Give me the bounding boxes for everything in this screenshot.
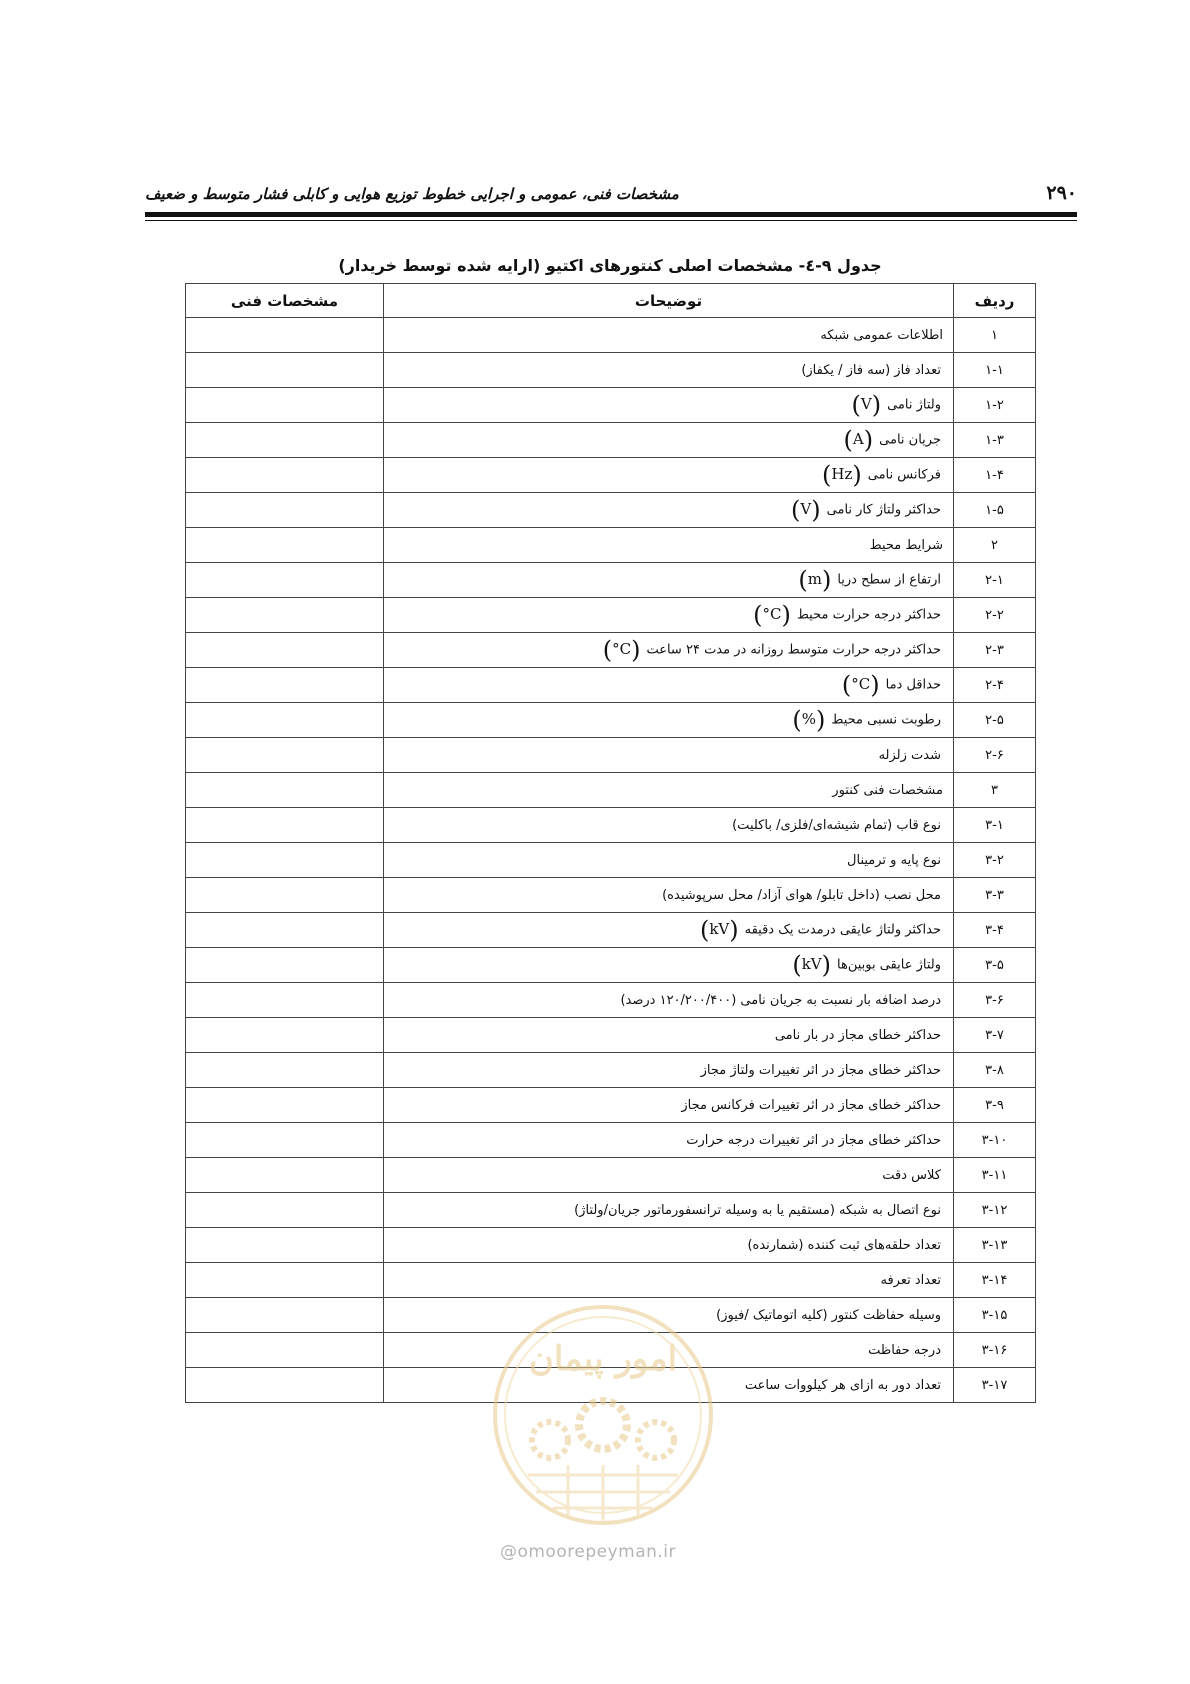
row-description bbox=[384, 1263, 954, 1298]
row-description bbox=[384, 388, 954, 423]
table-row bbox=[186, 633, 1036, 668]
unit-symbol: A bbox=[852, 430, 864, 448]
row-description-text: شدت زلزله bbox=[878, 747, 941, 763]
row-description bbox=[384, 318, 954, 353]
row-description-text: مشخصات فنی کنتور bbox=[832, 782, 943, 798]
row-technical-spec-value[interactable] bbox=[186, 598, 384, 633]
row-number: ۳ bbox=[954, 773, 1036, 808]
row-number: ۱-۳ bbox=[954, 423, 1036, 458]
table-row bbox=[186, 948, 1036, 983]
page-number: ۲۹۰ bbox=[1046, 182, 1077, 204]
row-number: ۳-۳ bbox=[954, 878, 1036, 913]
row-description bbox=[384, 563, 954, 598]
row-number: ۳-۱۲ bbox=[954, 1193, 1036, 1228]
table-row bbox=[186, 458, 1036, 493]
row-description bbox=[384, 738, 954, 773]
unit-label: (°C) bbox=[753, 601, 791, 629]
row-number: ۲-۵ bbox=[954, 703, 1036, 738]
row-number: ۱-۴ bbox=[954, 458, 1036, 493]
row-technical-spec-value[interactable] bbox=[186, 1368, 384, 1403]
unit-symbol: kV bbox=[709, 920, 730, 938]
row-technical-spec-value[interactable] bbox=[186, 318, 384, 353]
row-description-text: حداکثر ولتاژ عایقی درمدت یک دقیقه bbox=[744, 922, 941, 938]
unit-label: (%) bbox=[792, 706, 826, 734]
row-description bbox=[384, 808, 954, 843]
row-number: ۳-۵ bbox=[954, 948, 1036, 983]
watermark-url: @omoorepeyman.ir bbox=[500, 1542, 677, 1562]
table-row bbox=[186, 773, 1036, 808]
running-title: مشخصات فنی، عمومی و اجرایی خطوط توزیع هوایی و کابلی فشار متوسط و ضعیف bbox=[145, 185, 679, 203]
unit-label: (m) bbox=[798, 566, 832, 594]
table-row bbox=[186, 1158, 1036, 1193]
row-description bbox=[384, 1123, 954, 1158]
table-row bbox=[186, 388, 1036, 423]
row-technical-spec-value[interactable] bbox=[186, 1298, 384, 1333]
row-technical-spec-value[interactable] bbox=[186, 528, 384, 563]
table-row bbox=[186, 808, 1036, 843]
row-technical-spec-value[interactable] bbox=[186, 563, 384, 598]
row-number: ۳-۲ bbox=[954, 843, 1036, 878]
row-description bbox=[384, 983, 954, 1018]
row-number: ۳-۱ bbox=[954, 808, 1036, 843]
row-technical-spec-value[interactable] bbox=[186, 1228, 384, 1263]
unit-label: (°C) bbox=[841, 671, 880, 699]
row-description bbox=[384, 913, 954, 948]
row-technical-spec-value[interactable] bbox=[186, 1193, 384, 1228]
row-number: ۲-۲ bbox=[954, 598, 1036, 633]
row-description-text: کلاس دقت bbox=[882, 1167, 941, 1183]
row-description bbox=[384, 948, 954, 983]
row-description bbox=[384, 353, 954, 388]
row-description-text: محل نصب (داخل تابلو/ هوای آزاد/ محل سرپوشیده) bbox=[662, 887, 941, 903]
table-row bbox=[186, 668, 1036, 703]
row-technical-spec-value[interactable] bbox=[186, 1053, 384, 1088]
row-description-text: ولتاژ عایقی بوبین‌ها bbox=[837, 957, 941, 973]
unit-label: (kV) bbox=[792, 951, 831, 979]
row-description-text: نوع قاب (تمام شیشه‌ای/فلزی/ باکلیت) bbox=[732, 817, 941, 833]
row-description bbox=[384, 528, 954, 563]
watermark-logo bbox=[488, 1300, 718, 1530]
unit-symbol: °C bbox=[851, 675, 871, 693]
row-number: ۳-۱۰ bbox=[954, 1123, 1036, 1158]
row-description-text: تعداد حلقه‌های ثبت کننده (شمارنده) bbox=[747, 1237, 941, 1253]
row-number: ۳-۶ bbox=[954, 983, 1036, 1018]
row-description bbox=[384, 493, 954, 528]
row-description bbox=[384, 1088, 954, 1123]
row-description-text: حداکثر خطای مجاز در اثر تغییرات ولتاژ مجاز bbox=[700, 1062, 941, 1078]
row-number: ۳-۷ bbox=[954, 1018, 1036, 1053]
unit-label: (Hz) bbox=[822, 461, 862, 489]
row-description-text: درجه حفاظت bbox=[868, 1342, 941, 1358]
unit-label: (kV) bbox=[699, 916, 739, 944]
row-description-text: ارتفاع از سطح دریا bbox=[837, 572, 941, 588]
row-description bbox=[384, 773, 954, 808]
unit-label: (°C) bbox=[602, 636, 641, 664]
table-row bbox=[186, 1053, 1036, 1088]
row-description-text: شرایط محیط bbox=[869, 537, 943, 553]
table-row bbox=[186, 423, 1036, 458]
table-row bbox=[186, 528, 1036, 563]
row-technical-spec-value[interactable] bbox=[186, 773, 384, 808]
row-number: ۱-۵ bbox=[954, 493, 1036, 528]
table-row bbox=[186, 318, 1036, 353]
row-description-text: ولتاژ نامی bbox=[887, 397, 941, 413]
unit-symbol: m bbox=[807, 570, 822, 588]
table-row bbox=[186, 493, 1036, 528]
row-number: ۱ bbox=[954, 318, 1036, 353]
row-description bbox=[384, 878, 954, 913]
row-description bbox=[384, 668, 954, 703]
table-row bbox=[186, 1263, 1036, 1298]
row-description bbox=[384, 1053, 954, 1088]
row-description bbox=[384, 458, 954, 493]
table-row bbox=[186, 878, 1036, 913]
row-technical-spec-value[interactable] bbox=[186, 1018, 384, 1053]
row-number: ۱-۱ bbox=[954, 353, 1036, 388]
watermark-logo-text: امور پیمان bbox=[528, 1339, 678, 1379]
header-rule-thin bbox=[145, 220, 1077, 221]
row-description-text: تعداد تعرفه bbox=[880, 1272, 941, 1288]
row-description-text: نوع اتصال به شبکه (مستقیم یا به وسیله ترانسفورماتور جریان/ولتاژ) bbox=[574, 1202, 941, 1218]
row-description bbox=[384, 1018, 954, 1053]
unit-label: (V) bbox=[851, 391, 882, 419]
table-row bbox=[186, 598, 1036, 633]
row-technical-spec-value[interactable] bbox=[186, 1123, 384, 1158]
row-technical-spec-value[interactable] bbox=[186, 843, 384, 878]
unit-label: (A) bbox=[843, 426, 874, 454]
row-number: ۳-۱۵ bbox=[954, 1298, 1036, 1333]
table-body bbox=[186, 318, 1036, 1403]
page-header bbox=[145, 182, 1077, 212]
row-description bbox=[384, 1193, 954, 1228]
table-row bbox=[186, 843, 1036, 878]
row-description bbox=[384, 423, 954, 458]
row-number: ۲-۶ bbox=[954, 738, 1036, 773]
table-row bbox=[186, 563, 1036, 598]
row-number: ۳-۱۴ bbox=[954, 1263, 1036, 1298]
row-description-text: اطلاعات عمومی شبکه bbox=[820, 327, 943, 343]
row-number: ۱-۲ bbox=[954, 388, 1036, 423]
row-technical-spec-value[interactable] bbox=[186, 878, 384, 913]
row-number: ۳-۱۳ bbox=[954, 1228, 1036, 1263]
row-description-text: حداکثر خطای مجاز در بار نامی bbox=[774, 1027, 941, 1043]
row-description-text: تعداد فاز (سه فاز / یکفاز) bbox=[801, 362, 941, 378]
header-description: توضیحات bbox=[384, 284, 954, 318]
row-description bbox=[384, 598, 954, 633]
table-row bbox=[186, 1193, 1036, 1228]
row-technical-spec-value[interactable] bbox=[186, 353, 384, 388]
row-description-text: وسیله حفاظت کنتور (کلیه اتوماتیک /فیوز) bbox=[716, 1307, 941, 1323]
row-description bbox=[384, 703, 954, 738]
unit-symbol: % bbox=[801, 710, 817, 728]
row-number: ۲-۴ bbox=[954, 668, 1036, 703]
row-description-text: تعداد دور به ازای هر کیلووات ساعت bbox=[744, 1377, 941, 1393]
row-description bbox=[384, 633, 954, 668]
table-row bbox=[186, 983, 1036, 1018]
row-number: ۳-۹ bbox=[954, 1088, 1036, 1123]
row-technical-spec-value[interactable] bbox=[186, 458, 384, 493]
unit-symbol: V bbox=[860, 395, 872, 413]
row-description-text: حداکثر ولتاژ کار نامی bbox=[826, 502, 941, 518]
unit-symbol: °C bbox=[762, 605, 782, 623]
row-technical-spec-value[interactable] bbox=[186, 983, 384, 1018]
table-row bbox=[186, 738, 1036, 773]
row-technical-spec-value[interactable] bbox=[186, 388, 384, 423]
row-description-text: حداکثر درجه حرارت محیط bbox=[796, 607, 941, 623]
row-number: ۳-۱۱ bbox=[954, 1158, 1036, 1193]
unit-symbol: V bbox=[800, 500, 812, 518]
table-row bbox=[186, 913, 1036, 948]
row-technical-spec-value[interactable] bbox=[186, 1088, 384, 1123]
table-caption: جدول ۹-٤- مشخصات اصلی کنتورهای اکتیو (ارایه شده توسط خریدار) bbox=[338, 256, 882, 275]
row-technical-spec-value[interactable] bbox=[186, 808, 384, 843]
row-description-text: حداکثر خطای مجاز در اثر تغییرات فرکانس مجاز bbox=[681, 1097, 941, 1113]
row-number: ۳-۱۶ bbox=[954, 1333, 1036, 1368]
row-description-text: حداکثر درجه حرارت متوسط روزانه در مدت ۲۴ ساعت bbox=[646, 642, 941, 658]
table-row bbox=[186, 353, 1036, 388]
row-description-text: حداقل دما bbox=[885, 677, 941, 693]
unit-symbol: Hz bbox=[831, 465, 853, 483]
row-technical-spec-value[interactable] bbox=[186, 493, 384, 528]
row-description-text: حداکثر خطای مجاز در اثر تغییرات درجه حرارت bbox=[686, 1132, 941, 1148]
table-row bbox=[186, 1123, 1036, 1158]
row-description-text: فرکانس نامی bbox=[867, 467, 941, 483]
header-technical-spec: مشخصات فنی bbox=[186, 284, 384, 318]
row-number: ۳-۱۷ bbox=[954, 1368, 1036, 1403]
row-technical-spec-value[interactable] bbox=[186, 1263, 384, 1298]
row-number: ۲ bbox=[954, 528, 1036, 563]
row-description bbox=[384, 1228, 954, 1263]
row-description-text: رطوبت نسبی محیط bbox=[831, 712, 941, 728]
row-technical-spec-value[interactable] bbox=[186, 1158, 384, 1193]
row-technical-spec-value[interactable] bbox=[186, 423, 384, 458]
row-description-text: نوع پایه و ترمینال bbox=[847, 852, 941, 868]
row-description-text: درصد اضافه بار نسبت به جریان نامی (۱۲۰/۲۰۰/۴۰۰ درصد) bbox=[620, 992, 941, 1008]
row-description bbox=[384, 1158, 954, 1193]
row-technical-spec-value[interactable] bbox=[186, 703, 384, 738]
row-number: ۲-۱ bbox=[954, 563, 1036, 598]
row-technical-spec-value[interactable] bbox=[186, 633, 384, 668]
row-number: ۲-۳ bbox=[954, 633, 1036, 668]
row-technical-spec-value[interactable] bbox=[186, 913, 384, 948]
row-technical-spec-value[interactable] bbox=[186, 738, 384, 773]
unit-symbol: kV bbox=[801, 955, 822, 973]
header-row-number: ردیف bbox=[954, 284, 1036, 318]
table-row bbox=[186, 1088, 1036, 1123]
row-number: ۳-۸ bbox=[954, 1053, 1036, 1088]
row-number: ۳-۴ bbox=[954, 913, 1036, 948]
row-technical-spec-value[interactable] bbox=[186, 1333, 384, 1368]
table-row bbox=[186, 1228, 1036, 1263]
unit-symbol: °C bbox=[612, 640, 632, 658]
unit-label: (V) bbox=[791, 496, 821, 524]
table-header-row bbox=[186, 284, 1036, 318]
spec-table bbox=[185, 283, 1036, 1403]
row-technical-spec-value[interactable] bbox=[186, 948, 384, 983]
row-description bbox=[384, 843, 954, 878]
row-technical-spec-value[interactable] bbox=[186, 668, 384, 703]
table-row bbox=[186, 703, 1036, 738]
table-row bbox=[186, 1018, 1036, 1053]
header-rule-thick bbox=[145, 212, 1077, 217]
row-description-text: جریان نامی bbox=[879, 432, 941, 448]
